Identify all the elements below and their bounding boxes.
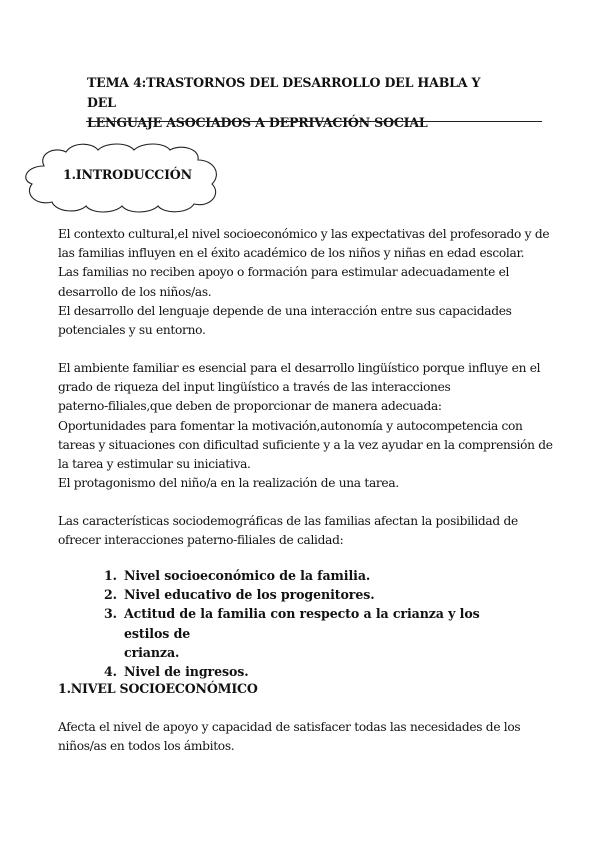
- text-line: Afecta el nivel de apoyo y capacidad de satisfacer todas las necesidades de los: [58, 720, 521, 734]
- text-line: Las características sociodemográficas de las familias afectan la posibilidad de: [58, 514, 518, 528]
- text-line: potenciales y su entorno.: [58, 323, 206, 338]
- list-text: Nivel de ingresos.: [124, 664, 249, 680]
- text-line: ofrecer interacciones paterno-filiales de calidad:: [58, 533, 344, 548]
- text-line: El ambiente familiar es esencial para el desarrollo lingüístico porque influye en el: [58, 361, 541, 375]
- list-text: Nivel educativo de los progenitores.: [124, 587, 375, 603]
- list-text: Nivel socioeconómico de la familia.: [124, 568, 371, 583]
- list-item: [104, 585, 524, 604]
- text-line: El protagonismo del niño/a en la realización de una tarea.: [58, 476, 399, 491]
- paragraph-caracteristicas: [58, 512, 564, 550]
- section-heading-introduccion: 1.INTRODUCCIÓN: [63, 167, 192, 182]
- title-line: LENGUAJE ASOCIADOS A DEPRIVACIÓN SOCIAL: [87, 115, 428, 130]
- text-line: El desarrollo del lenguaje depende de una interacción entre sus capacidades: [58, 303, 512, 318]
- text-line: Las familias no reciben apoyo o formación para estimular adecuadamente el: [58, 265, 510, 280]
- section-heading-nivel-socioeconomico: 1.NIVEL SOCIOECONÓMICO: [58, 681, 258, 696]
- text-line: El contexto cultural,el nivel socioeconómico y las expectativas del profesorado y de: [58, 227, 550, 241]
- text-line: las familias influyen en el éxito académico de los niños y niñas en edad escolar.: [58, 246, 525, 261]
- list-number: 1.: [104, 568, 117, 583]
- paragraph-afecta: [58, 718, 564, 756]
- list-item: [104, 566, 524, 585]
- paragraph-ambiente: [58, 359, 564, 493]
- title-line: TEMA 4:TRASTORNOS DEL DESARROLLO DEL HABLA Y DEL: [87, 75, 481, 110]
- list-number: 3.: [104, 606, 117, 622]
- paragraph-contexto: [58, 225, 564, 340]
- text-line: tareas y situaciones con dificultad suficiente y a la vez ayudar en la comprensión de: [58, 437, 553, 452]
- text-line: desarrollo de los niños/as.: [58, 284, 212, 299]
- list-number: 4.: [104, 664, 117, 680]
- list-text: crianza.: [124, 644, 180, 660]
- list-text: Actitud de la familia con respecto a la crianza y los estilos de: [124, 606, 480, 641]
- text-line: grado de riqueza del input lingüístico a través de las interacciones: [58, 380, 451, 395]
- document-title: [87, 73, 507, 133]
- text-line: Oportunidades para fomentar la motivación,autonomía y autocompetencia con: [58, 418, 523, 433]
- factors-list: [104, 566, 524, 681]
- text-line: paterno-filiales,que deben de proporcionar de manera adecuada:: [58, 399, 442, 414]
- title-underline: [86, 121, 542, 122]
- list-item: [104, 662, 524, 681]
- text-line: la tarea y estimular su iniciativa.: [58, 457, 251, 472]
- list-item: [104, 604, 524, 662]
- text-line: niños/as en todos los ámbitos.: [58, 739, 235, 754]
- list-number: 2.: [104, 587, 117, 603]
